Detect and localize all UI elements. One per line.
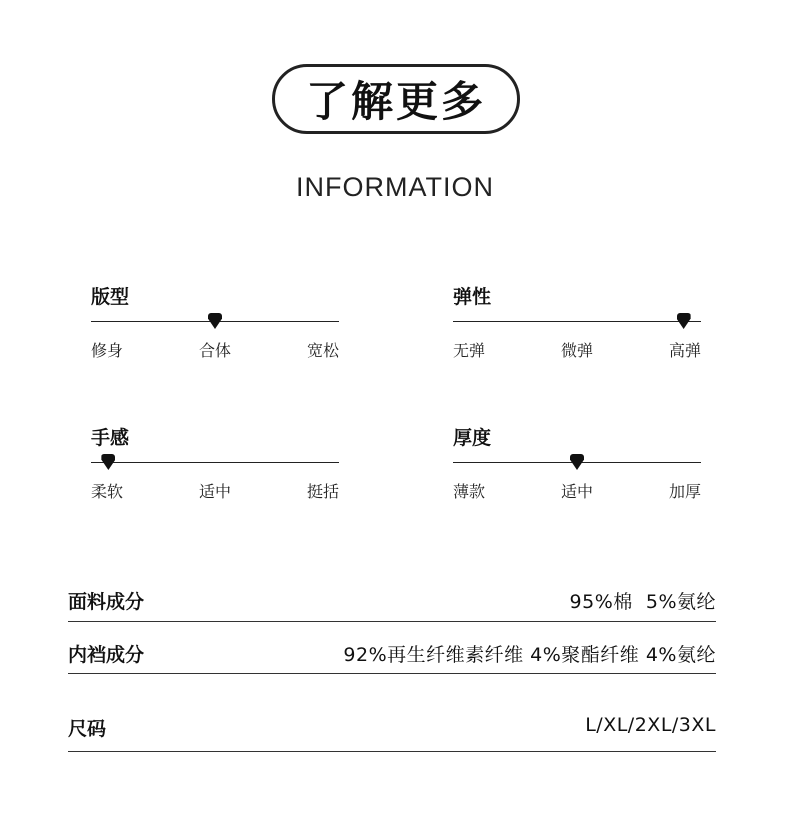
- row-divider: [68, 751, 716, 752]
- level-label: 合体: [198, 341, 231, 360]
- section-subtitle: INFORMATION: [296, 172, 494, 202]
- level-label: 加厚: [668, 482, 701, 501]
- level-label: 微弹: [560, 341, 593, 360]
- scale-marker-icon: [677, 313, 691, 329]
- attribute-levels: [453, 338, 701, 361]
- attribute-levels: [91, 338, 339, 361]
- level-label: 宽松: [306, 341, 339, 360]
- spec-value: 95%棉 5%氨纶: [569, 591, 716, 613]
- row-divider: [68, 621, 716, 622]
- level-label: 修身: [91, 341, 124, 360]
- spec-row-crotch-lining: [68, 640, 716, 676]
- spec-label: 内裆成分: [68, 644, 145, 666]
- attribute-scale-line: [91, 462, 339, 463]
- level-label: 柔软: [91, 482, 124, 501]
- level-label: 挺括: [306, 482, 339, 501]
- spec-row-fabric: [68, 587, 716, 623]
- level-label: 适中: [198, 482, 231, 501]
- level-label: 薄款: [453, 482, 486, 501]
- attribute-fit: [91, 282, 339, 372]
- spec-label: 尺码: [68, 718, 107, 740]
- level-label: 无弹: [453, 341, 486, 360]
- scale-marker-icon: [101, 454, 115, 470]
- attribute-levels: [91, 479, 339, 502]
- level-label: 高弹: [668, 341, 701, 360]
- attribute-scale-line: [453, 321, 701, 322]
- row-divider: [68, 673, 716, 674]
- spec-value: 92%再生纤维素纤维 4%聚酯纤维 4%氨纶: [343, 644, 716, 666]
- attribute-thickness: [453, 423, 701, 513]
- attribute-elasticity: [453, 282, 701, 372]
- attribute-title: 手感: [91, 427, 130, 449]
- spec-value: L/XL/2XL/3XL: [585, 714, 716, 736]
- spec-label: 面料成分: [68, 591, 145, 613]
- attribute-title: 厚度: [453, 427, 492, 449]
- section-title-badge: [272, 64, 520, 134]
- section-title: 了解更多: [305, 77, 486, 126]
- level-label: 适中: [560, 482, 593, 501]
- attribute-title: 弹性: [453, 286, 492, 308]
- attribute-title: 版型: [91, 286, 130, 308]
- scale-marker-icon: [570, 454, 584, 470]
- scale-marker-icon: [208, 313, 222, 329]
- attribute-levels: [453, 479, 701, 502]
- attribute-hand-feel: [91, 423, 339, 513]
- spec-row-size: [68, 714, 716, 754]
